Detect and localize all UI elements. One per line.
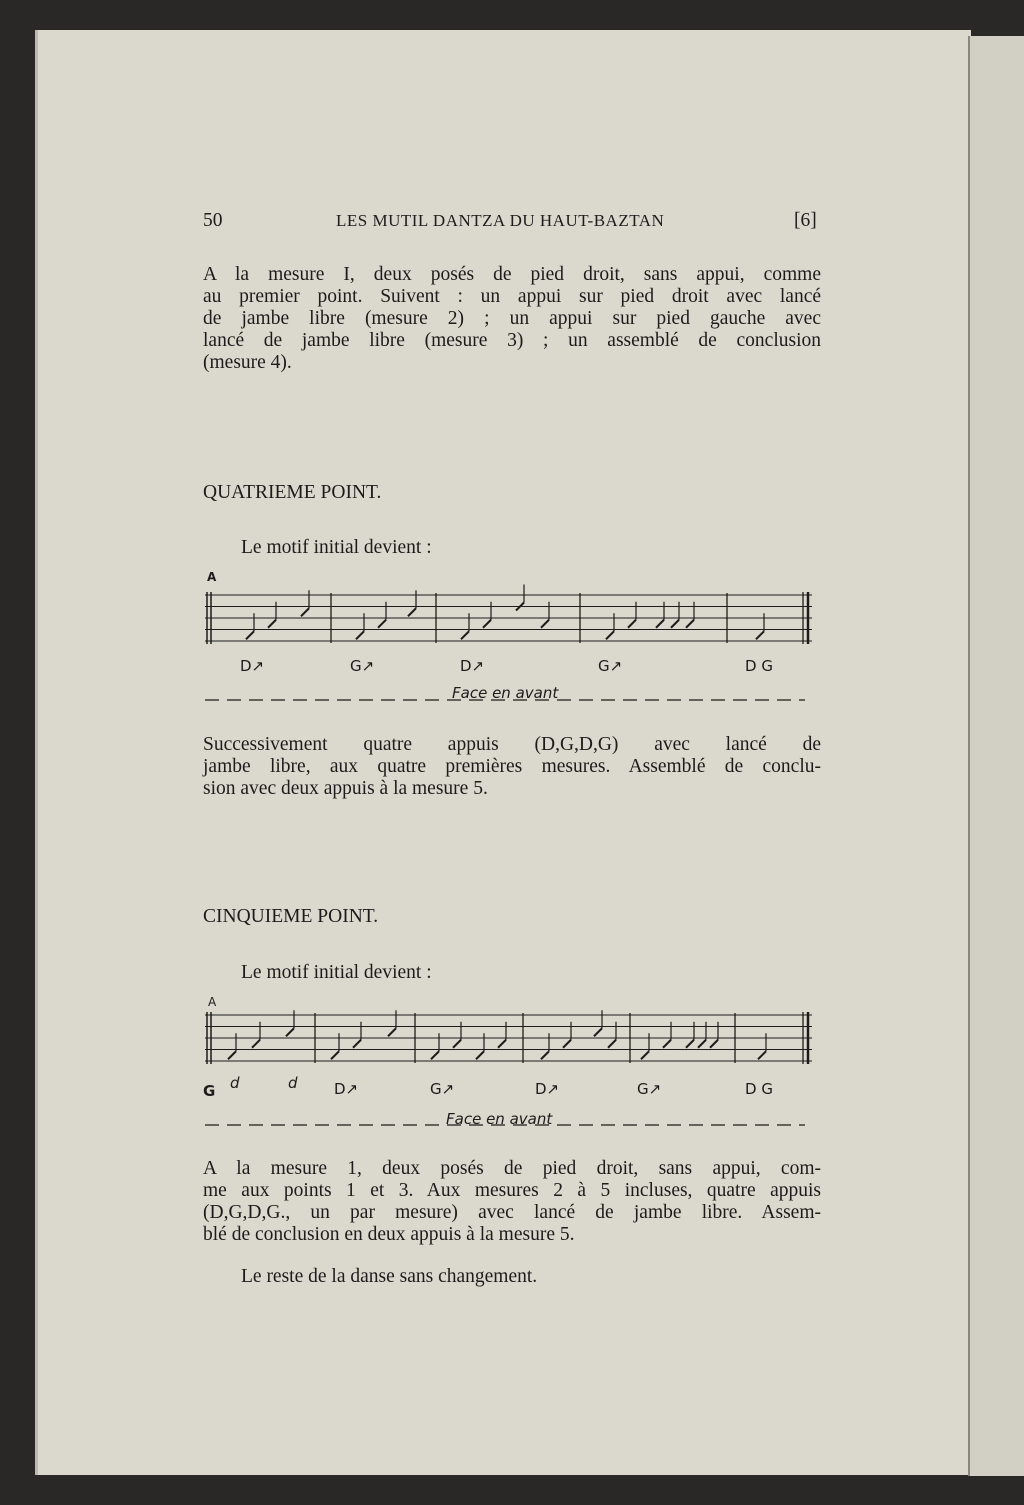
text-line: (D,G,D,G., un par mesure) avec lancé de jambe libre. Assem- bbox=[203, 1202, 821, 1223]
staff-cinquieme bbox=[205, 1010, 812, 1125]
heading-quatrieme: QUATRIEME POINT. bbox=[203, 482, 382, 503]
step-label: G↗ bbox=[598, 657, 623, 675]
note-head bbox=[541, 620, 549, 628]
step-label: D↗ bbox=[535, 1080, 560, 1098]
note-head bbox=[252, 1040, 260, 1048]
pose-label: d bbox=[288, 1074, 298, 1092]
note-head bbox=[563, 1040, 571, 1048]
paragraph-cinquieme bbox=[203, 1158, 821, 1246]
paragraph-quatrieme bbox=[203, 734, 821, 800]
step-label: G↗ bbox=[637, 1080, 662, 1098]
note-head bbox=[228, 1051, 236, 1059]
closing-line: Le reste de la danse sans changement. bbox=[241, 1266, 538, 1287]
step-label: G↗ bbox=[350, 657, 375, 675]
note-head bbox=[756, 631, 764, 639]
note-head bbox=[498, 1040, 506, 1048]
note-head bbox=[453, 1040, 461, 1048]
text-line: Successivement quatre appuis (D,G,D,G) avec lancé de bbox=[203, 734, 821, 755]
step-label: G bbox=[203, 1082, 216, 1100]
note-head bbox=[356, 631, 364, 639]
step-label: D G bbox=[745, 1080, 773, 1098]
note-head bbox=[483, 620, 491, 628]
step-label: D↗ bbox=[334, 1080, 359, 1098]
note-head bbox=[408, 608, 416, 616]
note-head bbox=[331, 1051, 339, 1059]
note-head bbox=[286, 1028, 294, 1036]
note-head bbox=[541, 1051, 549, 1059]
note-head bbox=[698, 1040, 706, 1048]
note-head bbox=[641, 1051, 649, 1059]
step-label: D↗ bbox=[460, 657, 485, 675]
note-head bbox=[594, 1028, 602, 1036]
note-head bbox=[686, 620, 694, 628]
heading-cinquieme: CINQUIEME POINT. bbox=[203, 906, 379, 927]
note-head bbox=[710, 1040, 718, 1048]
note-head bbox=[378, 620, 386, 628]
text-line: de jambe libre (mesure 2) ; un appui sur pied gauche avec bbox=[203, 308, 821, 329]
note-head bbox=[246, 631, 254, 639]
section-ref: [6] bbox=[794, 210, 817, 231]
text-line: jambe libre, aux quatre premières mesures. Assemblé de conclu- bbox=[203, 756, 821, 777]
note-head bbox=[268, 620, 276, 628]
note-head bbox=[663, 1040, 671, 1048]
note-head bbox=[461, 631, 469, 639]
text-line: au premier point. Suivent : un appui sur pied droit avec lancé bbox=[203, 286, 821, 307]
text-line: A la mesure 1, deux posés de pied droit, sans appui, com- bbox=[203, 1158, 821, 1179]
running-title: LES MUTIL DANTZA DU HAUT-BAZTAN bbox=[336, 211, 665, 230]
text-line: sion avec deux appuis à la mesure 5. bbox=[203, 778, 488, 799]
step-label: D↗ bbox=[240, 657, 265, 675]
note-head bbox=[671, 620, 679, 628]
note-head bbox=[758, 1051, 766, 1059]
text-line: A la mesure I, deux posés de pied droit, sans appui, comme bbox=[203, 264, 821, 285]
note-head bbox=[353, 1040, 361, 1048]
text-line: me aux points 1 et 3. Aux mesures 2 à 5 incluses, quatre appuis bbox=[203, 1180, 821, 1201]
direction-label: Face en avant bbox=[452, 684, 559, 702]
lead-cinquieme: Le motif initial devient : bbox=[241, 962, 432, 983]
note-head bbox=[388, 1028, 396, 1036]
step-label: D G bbox=[745, 657, 773, 675]
note-head bbox=[608, 1040, 616, 1048]
note-head bbox=[686, 1040, 694, 1048]
note-head bbox=[628, 620, 636, 628]
text-line: (mesure 4). bbox=[203, 352, 292, 373]
staff-quatrieme bbox=[205, 585, 812, 701]
note-head bbox=[656, 620, 664, 628]
direction-label: Face en avant bbox=[446, 1110, 553, 1128]
note-head bbox=[431, 1051, 439, 1059]
page-number: 50 bbox=[203, 210, 223, 231]
section-mark: A bbox=[208, 995, 217, 1009]
note-head bbox=[476, 1051, 484, 1059]
lead-quatrieme: Le motif initial devient : bbox=[241, 537, 432, 558]
note-head bbox=[606, 631, 614, 639]
pose-label: d bbox=[230, 1074, 240, 1092]
text-line: blé de conclusion en deux appuis à la mesure 5. bbox=[203, 1224, 575, 1245]
step-label: G↗ bbox=[430, 1080, 455, 1098]
text-line: lancé de jambe libre (mesure 3) ; un assemblé de conclusion bbox=[203, 330, 821, 351]
section-mark: A bbox=[207, 570, 217, 584]
note-head bbox=[301, 608, 309, 616]
